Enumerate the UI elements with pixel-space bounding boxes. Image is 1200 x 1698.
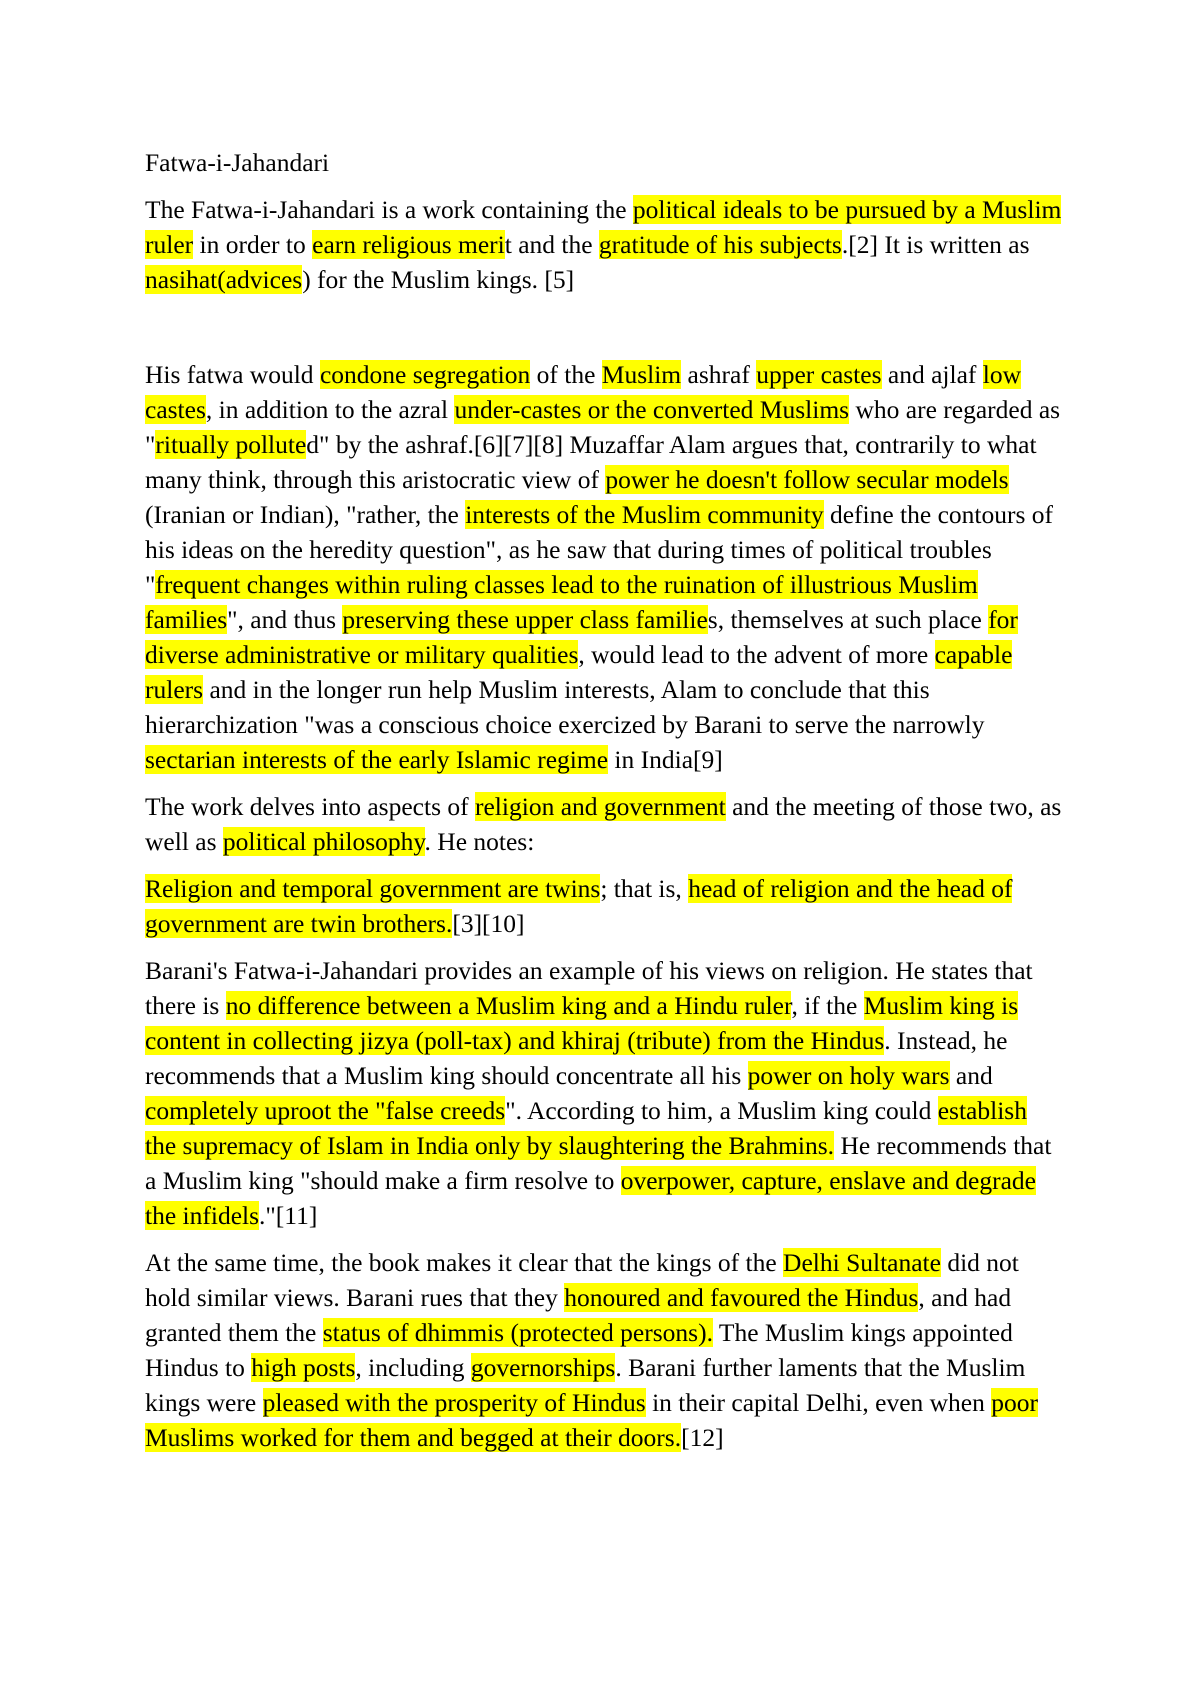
highlighted-text: high posts xyxy=(251,1353,356,1382)
paragraph-text: , and had granted them the xyxy=(145,1283,1012,1347)
paragraph-text: in their capital Delhi, even when xyxy=(645,1388,992,1417)
paragraph-text: d" by the ashraf.[6][7][8] Muzaffar Alam argues that, contrarily to what many think, through this aristocratic view of xyxy=(145,430,1037,494)
highlighted-text: preserving these upper class familie xyxy=(342,605,708,634)
highlighted-text: Muslim xyxy=(601,360,682,389)
paragraph-text: , including xyxy=(355,1353,471,1382)
paragraph-text: define the contours of his ideas on the heredity question", as he saw that during times of political troubles " xyxy=(145,500,1054,599)
highlighted-text: status of dhimmis (protected persons). xyxy=(322,1318,713,1347)
paragraph-text: who are regarded as " xyxy=(145,395,1061,459)
paragraph-text: ", and thus xyxy=(227,605,343,634)
paragraph-text: , would lead to the advent of more xyxy=(578,640,935,669)
document-body xyxy=(145,192,1063,1455)
document-title: Fatwa-i-Jahandari xyxy=(145,148,330,177)
paragraph-text: The Muslim kings appointed Hindus to xyxy=(145,1318,1013,1382)
highlighted-text: political philosophy xyxy=(222,827,425,856)
paragraph-text: .[2] It is written as xyxy=(841,230,1030,259)
highlighted-text: head of religion and the head of government are twin brothers. xyxy=(145,874,1013,938)
document-page xyxy=(145,145,1063,1467)
highlighted-text: upper castes xyxy=(756,360,882,389)
paragraph-text: . He notes: xyxy=(424,827,535,856)
highlighted-text: under-castes or the converted Muslims xyxy=(454,395,850,424)
highlighted-text: pleased with the prosperity of Hindus xyxy=(262,1388,646,1417)
paragraph-text: did not hold similar views. Barani rues that they xyxy=(145,1248,1019,1312)
body-paragraph xyxy=(145,871,1063,941)
highlighted-text: political ideals to be pursued by a Muslim ruler xyxy=(145,195,1062,259)
paragraph-text: , if the xyxy=(791,991,864,1020)
highlighted-text: sectarian interests of the early Islamic regime xyxy=(145,745,609,774)
highlighted-text: completely uproot the "false creeds xyxy=(145,1096,506,1125)
paragraph-text: and ajlaf xyxy=(881,360,983,389)
highlighted-text: Religion and temporal government are twins xyxy=(145,874,601,903)
paragraph-text: ) for the Muslim kings. [5] xyxy=(302,265,575,294)
paragraph-text: . Barani further laments that the Muslim kings were xyxy=(145,1353,1026,1417)
highlighted-text: ritually pollute xyxy=(155,430,307,459)
highlighted-text: religion and government xyxy=(475,792,726,821)
highlighted-text: earn religious meri xyxy=(312,230,505,259)
highlighted-text: Muslim king is content in collecting jizya (poll-tax) and khiraj (tribute) from the Hindus xyxy=(145,991,1019,1055)
paragraph-text: [12] xyxy=(681,1423,724,1452)
paragraph-spacer xyxy=(145,309,1063,357)
paragraph-text: . Instead, he recommends that a Muslim king should concentrate all his xyxy=(145,1026,1008,1090)
highlighted-text: interests of the Muslim community xyxy=(465,500,824,529)
body-paragraph xyxy=(145,357,1063,777)
paragraph-text: s, themselves at such place xyxy=(707,605,989,634)
highlighted-text: condone segregation xyxy=(319,360,531,389)
paragraph-text: He recommends that a Muslim king "should make a firm resolve to xyxy=(145,1131,1052,1195)
highlighted-text: power on holy wars xyxy=(747,1061,950,1090)
paragraph-text: and the meeting of those two, as well as xyxy=(145,792,1062,856)
paragraph-text: of the xyxy=(530,360,602,389)
paragraph-text: The work delves into aspects of xyxy=(145,792,475,821)
paragraph-text: ; that is, xyxy=(600,874,689,903)
paragraph-text: and in the longer run help Muslim interests, Alam to conclude that this hierarchization "was a conscious choice exercized by Barani to serve the narrowly xyxy=(145,675,985,739)
highlighted-text: capable rulers xyxy=(145,640,1013,704)
body-paragraph xyxy=(145,953,1063,1233)
highlighted-text: honoured and favoured the Hindus xyxy=(564,1283,919,1312)
paragraph-text: t and the xyxy=(504,230,599,259)
highlighted-text: poor Muslims worked for them and begged at their doors. xyxy=(145,1388,1038,1452)
highlighted-text: no difference between a Muslim king and a Hindu ruler xyxy=(225,991,792,1020)
paragraph-text: [3][10] xyxy=(452,909,525,938)
highlighted-text: for diverse administrative or military qualities xyxy=(145,605,1018,669)
highlighted-text: frequent changes within ruling classes lead to the ruination of illustrious Muslim families xyxy=(145,570,978,634)
body-paragraph xyxy=(145,1245,1063,1455)
highlighted-text: governorships xyxy=(470,1353,616,1382)
paragraph-text: in order to xyxy=(193,230,313,259)
paragraph-text: in India[9] xyxy=(608,745,723,774)
highlighted-text: low castes xyxy=(145,360,1022,424)
highlighted-text: power he doesn't follow secular models xyxy=(605,465,1009,494)
highlighted-text: overpower, capture, enslave and degrade the infidels xyxy=(145,1166,1036,1230)
paragraph-text: , in addition to the azral xyxy=(205,395,455,424)
paragraph-text: ."[11] xyxy=(259,1201,318,1230)
paragraph-text: His fatwa would xyxy=(145,360,320,389)
body-paragraph xyxy=(145,789,1063,859)
paragraph-text: (Iranian or Indian), "rather, the xyxy=(145,500,466,529)
paragraph-text: Barani's Fatwa-i-Jahandari provides an example of his views on religion. He states that there is xyxy=(145,956,1033,1020)
highlighted-text: establish the supremacy of Islam in India only by slaughtering the Brahmins. xyxy=(145,1096,1027,1160)
body-paragraph xyxy=(145,192,1063,297)
paragraph-text: ashraf xyxy=(681,360,757,389)
paragraph-text: The Fatwa-i-Jahandari is a work containing the xyxy=(145,195,633,224)
highlighted-text: Delhi Sultanate xyxy=(783,1248,941,1277)
paragraph-text: and xyxy=(949,1061,993,1090)
paragraph-text: ". According to him, a Muslim king could xyxy=(505,1096,938,1125)
highlighted-text: nasihat(advices xyxy=(145,265,303,294)
paragraph-text: At the same time, the book makes it clear that the kings of the xyxy=(145,1248,784,1277)
highlighted-text: gratitude of his subjects xyxy=(598,230,842,259)
